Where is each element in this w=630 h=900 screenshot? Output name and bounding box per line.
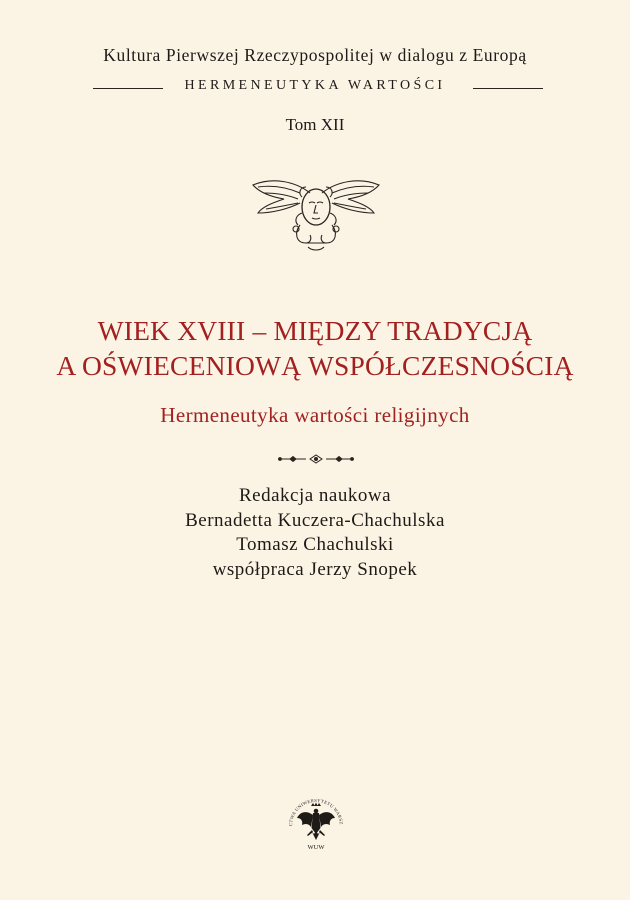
book-title-line-1: WIEK XVIII – MIĘDZY TRADYCJĄ [97,315,533,346]
editor-name-1: Bernadetta Kuczera-Chachulska [185,509,445,531]
book-subtitle: Hermeneutyka wartości religijnych [160,403,470,427]
book-title [0,313,630,383]
rule-right [473,88,543,89]
series-subtitle: HERMENEUTYKA WARTOŚCI [184,78,446,93]
publisher-eagle-crest-icon [282,790,350,858]
series-title: Kultura Pierwszej Rzeczypospolitej w dialogu z Europą [103,45,527,65]
cooperation-line: współpraca Jerzy Snopek [212,558,418,580]
winged-head-ornament-icon [250,163,382,253]
divider-flourish-icon [276,452,356,466]
series-subtitle-row [0,78,630,100]
book-title-line-2: A OŚWIECENIOWĄ WSPÓŁCZESNOŚCIĄ [56,350,574,381]
publisher-arc-text: CTWA UNIWERSYTETU WARSZ [287,797,344,827]
publisher-abbrev: WUW [307,844,325,851]
editors-block [0,484,630,582]
volume-number: Tom XII [285,115,345,134]
editors-label: Redakcja naukowa [238,485,392,506]
editor-name-2: Tomasz Chachulski [236,534,394,555]
